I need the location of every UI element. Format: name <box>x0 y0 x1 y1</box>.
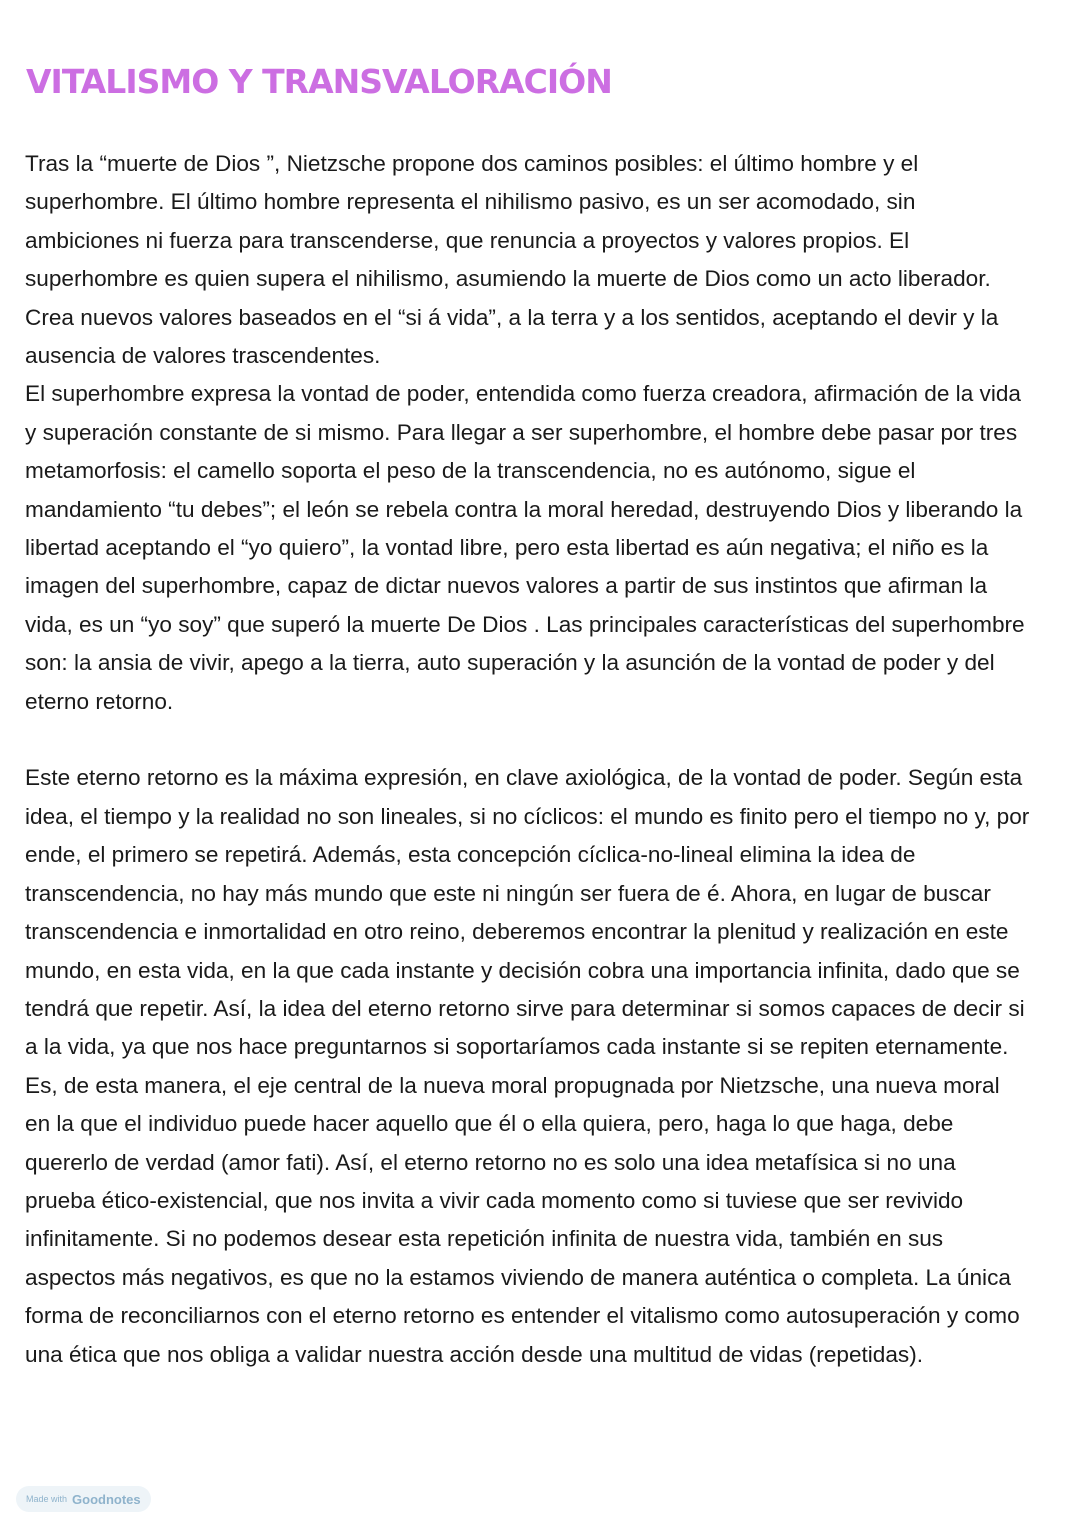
paragraph-eterno-retorno: Este eterno retorno es la máxima expresión, en clave axiológica, de la vontad de poder. Según esta idea, el tiempo y la realidad no son lineales, si no cíclicos: el mundo es finito pero el tiempo no y, por ende, el primero se repetirá. Además, esta concepción cíclica-no-lineal elimina la idea de transcendencia, no hay más mundo que este ni ningún ser fuera de é. Ahora, en lugar de buscar transcendencia e inmortalidad en otro reino, deberemos encontrar la plenitud y realización en este mundo, en esta vida, en la que cada instante y decisión cobra una importancia infinita, dado que se tendrá que repetir. Así, la idea del eterno retorno sirve para determinar si somos capaces de decir si a la vida, ya que nos hace preguntarnos si soportaríamos cada instante si se repiten eternamente. Es, de esta manera, el eje central de la nueva moral propugnada por Nietzsche, una nueva moral en la que el individuo puede hacer aquello que él o ella quiera, pero, haga lo que haga, debe quererlo de verdad (amor fati). Así, el eterno retorno no es solo una idea metafísica si no una prueba ético-existencial, que nos invita a vivir cada momento como si tuviese que ser revivido infinitamente. Si no podemos desear esta repetición infinita de nuestra vida, también en sus aspectos más negativos, es que no la estamos viviendo de manera auténtica o completa. La única forma de reconciliarnos con el eterno retorno es entender el vitalismo como autosuperación y como una ética que nos obliga a validar nuestra acción desde una multitud de vidas (repetidas). <box>25 765 1030 1367</box>
paragraph-spacer <box>25 721 1030 759</box>
badge-made-with-label: Made with <box>26 1494 68 1504</box>
paragraph-ultimo-hombre: Tras la “muerte de Dios ”, Nietzsche propone dos caminos posibles: el último hombre y el superhombre. El último hombre representa el nihilismo pasivo, es un ser acomodado, sin ambiciones ni fuerza para transcenderse, que renuncia a proyectos y valores propios. El superhombre es quien supera el nihilismo, asumiendo la muerte de Dios como un acto liberador. Crea nuevos valores baseados en el “si á vida”, a la terra y a los sentidos, aceptando el devir y la ausencia de valores trascendentes. <box>25 151 999 369</box>
page-title: VITALISMO Y TRANSVALORACIÓN <box>26 62 612 101</box>
paragraph-superhombre: El superhombre expresa la vontad de poder, entendida como fuerza creadora, afirmación de la vida y superación constante de si mismo. Para llegar a ser superhombre, el hombre debe pasar por tres metamorfosis: el camello soporta el peso de la transcendencia, no es autónomo, sigue el mandamiento “tu debes”; el león se rebela contra la moral heredad, destruyendo Dios y liberando la libertad aceptando el “yo quiero”, la vontad libre, pero esta libertad es aún negativa; el niño es la imagen del superhombre, capaz de dictar nuevos valores a partir de sus instintos que afirman la vida, es un “yo soy” que superó la muerte De Dios . Las principales características del superhombre son: la ansia de vivir, apego a la tierra, auto superación y la asunción de la vontad de poder y del eterno retorno. <box>25 381 1025 714</box>
badge-brand-label: Goodnotes <box>72 1491 141 1507</box>
note-body <box>25 145 1030 1374</box>
made-with-goodnotes-badge[interactable] <box>16 1486 151 1512</box>
